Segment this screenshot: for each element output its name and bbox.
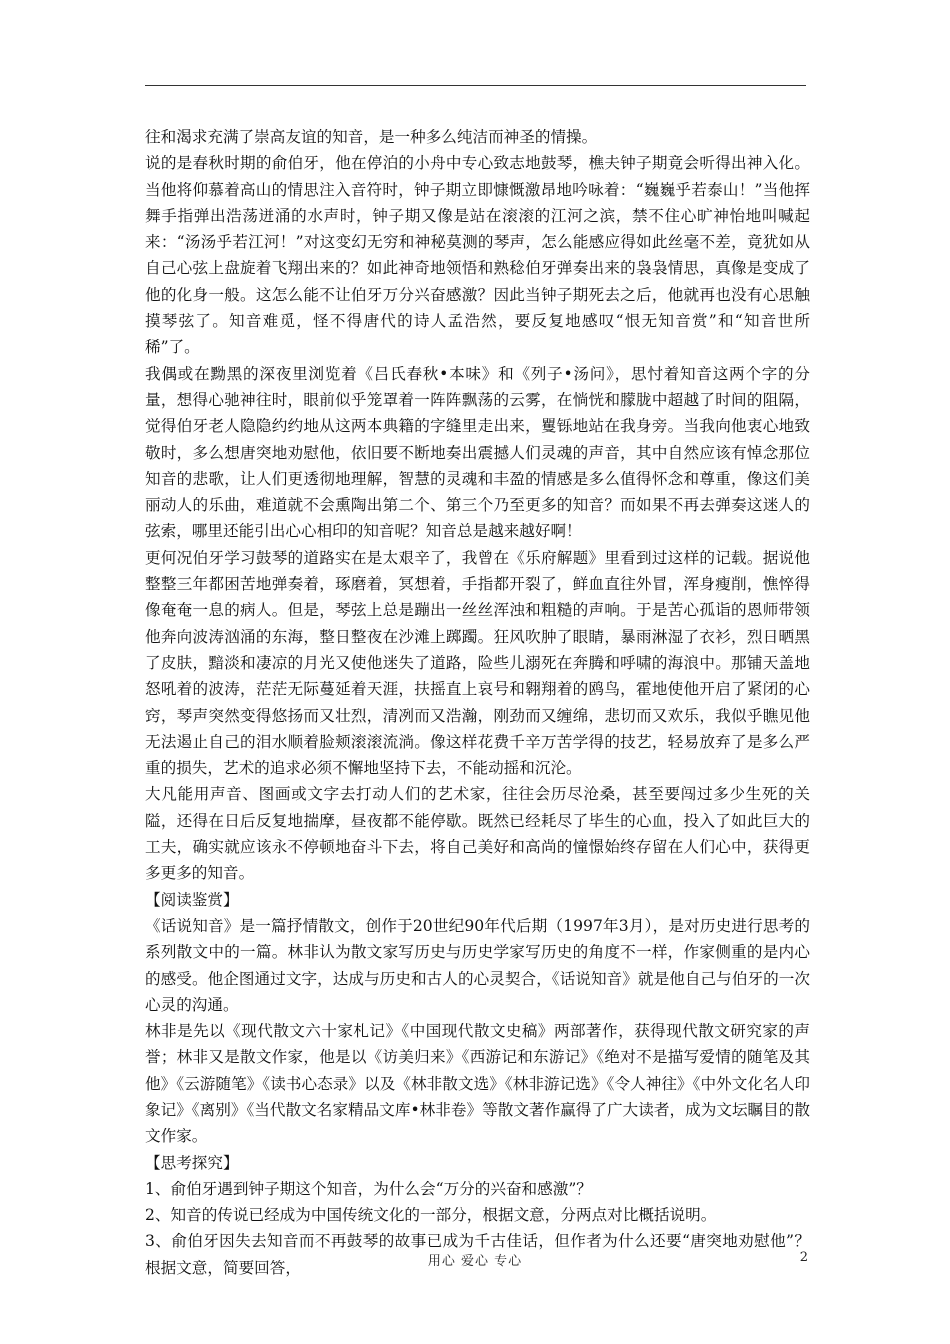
question-3: 3、俞伯牙因失去知音而不再鼓琴的故事已成为千古佳话，但作者为什么还要“唐突地劝慰他”？根据文意，简要回答， xyxy=(145,1232,810,1277)
section-heading-thinking: 【思考探究】 xyxy=(145,1153,239,1172)
paragraph-7: 林非是先以《现代散文六十家札记》《中国现代散文史稿》两部著作，获得现代散文研究家的声誉；林非又是散文作家，他是以《访美归来》《西游记和东游记》《绝对不是描写爱情的随笔及其他》《云游随笔》《读书心态录》以及《林非散文选》《林非游记选》《令人神往》《中外文化名人印象记》《离别》《当代散文名家精品文库•林非卷》等散文著作赢得了广大读者，成为文坛瞩目的散文作家。 xyxy=(145,1022,810,1146)
section-heading-reading: 【阅读鉴赏】 xyxy=(145,890,239,909)
question-2: 2、知音的传说已经成为中国传统文化的一部分，根据文意，分两点对比概括说明。 xyxy=(145,1206,717,1225)
page-number: 2 xyxy=(799,1250,808,1265)
header-rule xyxy=(145,85,806,86)
paragraph-3: 我偶或在黝黑的深夜里浏览着《吕氏春秋•本味》和《列子•汤问》，思忖着知音这两个字的分量，想得心驰神往时，眼前似乎笼罩着一阵阵飘荡的云雾，在惝恍和朦胧中超越了时间的阻隔，觉得伯牙老人隐隐约约地从这两本典籍的字缝里走出来，矍铄地站在我身旁。当我向他衷心地致敬时，多么想唐突地劝慰他，依旧要不断地奏出震撼人们灵魂的声音，其中自然应该有悼念那位知音的悲歌，让人们更透彻地理解，智慧的灵魂和丰盈的情感是多么值得怀念和尊重，像这们美丽动人的乐曲，难道就不会熏陶出第二个、第三个乃至更多的知音？而如果不再去弹奏这迷人的弦索，哪里还能引出心心相印的知音呢？知音总是越来越好啊！ xyxy=(145,364,810,541)
question-1: 1、俞伯牙遇到钟子期这个知音，为什么会“万分的兴奋和感激”？ xyxy=(145,1179,592,1198)
paragraph-5: 大凡能用声音、图画或文字去打动人们的艺术家，往往会历尽沧桑，甚至要闯过多少生死的关隘，还得在日后反复地揣摩，昼夜都不能停歇。既然已经耗尽了毕生的心血，投入了如此巨大的工夫，确实就应该永不停顿地奋斗下去，将自己美好和高尚的憧憬始终存留在人们心中，获得更多更多的知音。 xyxy=(145,785,810,883)
paragraph-1: 往和渴求充满了崇高友谊的知音，是一种多么纯洁而神圣的情操。 xyxy=(145,128,598,146)
paragraph-2: 说的是春秋时期的俞伯牙，他在停泊的小舟中专心致志地鼓琴，樵夫钟子期竟会听得出神入化。当他将仰慕着高山的情思注入音符时，钟子期立即慷慨激昂地吟咏着：“巍巍乎若泰山！”当他挥舞手指弹出浩荡迸涌的水声时，钟子期又像是站在滚滚的江河之滨，禁不住心旷神怡地叫喊起来：“汤汤乎若江河！”对这变幻无穷和神秘莫测的琴声，怎么能感应得如此丝毫不差，竟犹如从自己心弦上盘旋着飞翔出来的？如此神奇地领悟和熟稔伯牙弹奏出来的袅袅情思，真像是变成了他的化身一般。这怎么能不让伯牙万分兴奋感激？因此当钟子期死去之后，他就再也没有心思触摸琴弦了。知音难觅，怪不得唐代的诗人孟浩然，要反复地感叹“恨无知音赏”和“知音世所稀”了。 xyxy=(145,154,810,357)
footer-motto: 用心 爱心 专心 xyxy=(427,1254,523,1269)
paragraph-6: 《话说知音》是一篇抒情散文，创作于20世纪90年代后期（1997年3月），是对历史进行思考的系列散文中的一篇。林非认为散文家写历史与历史学家写历史的角度不一样，作家侧重的是内心的感受。他企图通过文字，达成与历史和古人的心灵契合，《话说知音》就是他自己与伯牙的一次心灵的沟通。 xyxy=(145,916,810,1014)
paragraph-4: 更何况伯牙学习鼓琴的道路实在是太艰辛了，我曾在《乐府解题》里看到过这样的记载。据说他整整三年都困苦地弹奏着，琢磨着，冥想着，手指都开裂了，鲜血直往外冒，浑身瘦削，憔悴得像奄奄一息的病人。但是，琴弦上总是蹦出一丝丝浑浊和粗糙的声响。于是苦心孤诣的恩师带领他奔向波涛汹涌的东海，整日整夜在沙滩上踯躅。狂风吹肿了眼睛，暴雨淋湿了衣衫，烈日晒黑了皮肤，黯淡和凄凉的月光又使他迷失了道路，险些儿溺死在奔腾和呼啸的海浪中。那铺天盖地怒吼着的波涛，茫茫无际蔓延着天涯，扶摇直上哀号和翱翔着的鸥鸟，霍地使他开启了紧闭的心窍，琴声突然变得悠扬而又壮烈，清冽而又浩瀚，刚劲而又缠绵，悲切而又欢乐，我似乎瞧见他无法遏止自己的泪水顺着脸颊滚滚流淌。像这样花费千辛万苦学得的技艺，轻易放弃了是多么严重的损失，艺术的追求必须不懈地坚持下去，不能动摇和沉沦。 xyxy=(145,548,810,778)
document-body xyxy=(145,124,810,1281)
